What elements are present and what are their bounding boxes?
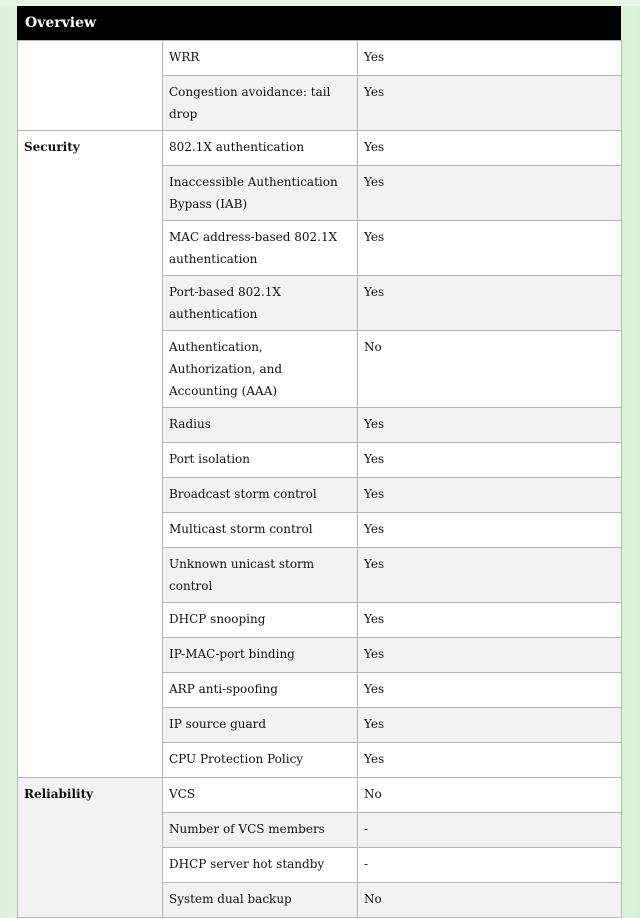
value-cell: Yes: [358, 408, 622, 443]
feature-cell: CPU Protection Policy: [163, 743, 358, 778]
value-cell: Yes: [358, 603, 622, 638]
value-cell: Yes: [358, 76, 622, 131]
feature-cell: ARP anti-spoofing: [163, 673, 358, 708]
category-cell: [18, 41, 163, 131]
value-cell: Yes: [358, 548, 622, 603]
feature-cell: Unknown unicast storm control: [163, 548, 358, 603]
table-header: [17, 6, 621, 40]
spec-sheet: [17, 6, 621, 918]
value-cell: Yes: [358, 708, 622, 743]
value-cell: Yes: [358, 478, 622, 513]
category-cell-reliability: Reliability: [18, 778, 163, 918]
feature-cell: System dual backup: [163, 883, 358, 918]
value-cell: Yes: [358, 166, 622, 221]
feature-cell: Congestion avoidance: tail drop: [163, 76, 358, 131]
feature-cell: VCS: [163, 778, 358, 813]
feature-cell: Inaccessible Authentication Bypass (IAB): [163, 166, 358, 221]
feature-cell: Port-based 802.1X authentication: [163, 276, 358, 331]
feature-cell: IP-MAC-port binding: [163, 638, 358, 673]
feature-cell: IP source guard: [163, 708, 358, 743]
value-cell: Yes: [358, 743, 622, 778]
value-cell: No: [358, 778, 622, 813]
value-cell: Yes: [358, 443, 622, 478]
value-cell: Yes: [358, 41, 622, 76]
feature-cell: WRR: [163, 41, 358, 76]
table-row: [18, 778, 622, 813]
feature-cell: DHCP snooping: [163, 603, 358, 638]
value-cell: Yes: [358, 221, 622, 276]
spec-table: [17, 40, 622, 918]
feature-cell: Port isolation: [163, 443, 358, 478]
feature-cell: Radius: [163, 408, 358, 443]
value-cell: Yes: [358, 673, 622, 708]
category-cell-security: Security: [18, 131, 163, 778]
header-title: Overview: [25, 15, 97, 31]
value-cell: Yes: [358, 131, 622, 166]
feature-cell: 802.1X authentication: [163, 131, 358, 166]
value-cell: No: [358, 883, 622, 918]
value-cell: -: [358, 813, 622, 848]
value-cell: Yes: [358, 513, 622, 548]
value-cell: -: [358, 848, 622, 883]
feature-cell: MAC address-based 802.1X authentication: [163, 221, 358, 276]
table-row: [18, 131, 622, 166]
feature-cell: Broadcast storm control: [163, 478, 358, 513]
feature-cell: DHCP server hot standby: [163, 848, 358, 883]
feature-cell: Authentication, Authorization, and Accounting (AAA): [163, 331, 358, 408]
feature-cell: Multicast storm control: [163, 513, 358, 548]
feature-cell: Number of VCS members: [163, 813, 358, 848]
value-cell: Yes: [358, 276, 622, 331]
value-cell: No: [358, 331, 622, 408]
table-row: [18, 41, 622, 76]
value-cell: Yes: [358, 638, 622, 673]
